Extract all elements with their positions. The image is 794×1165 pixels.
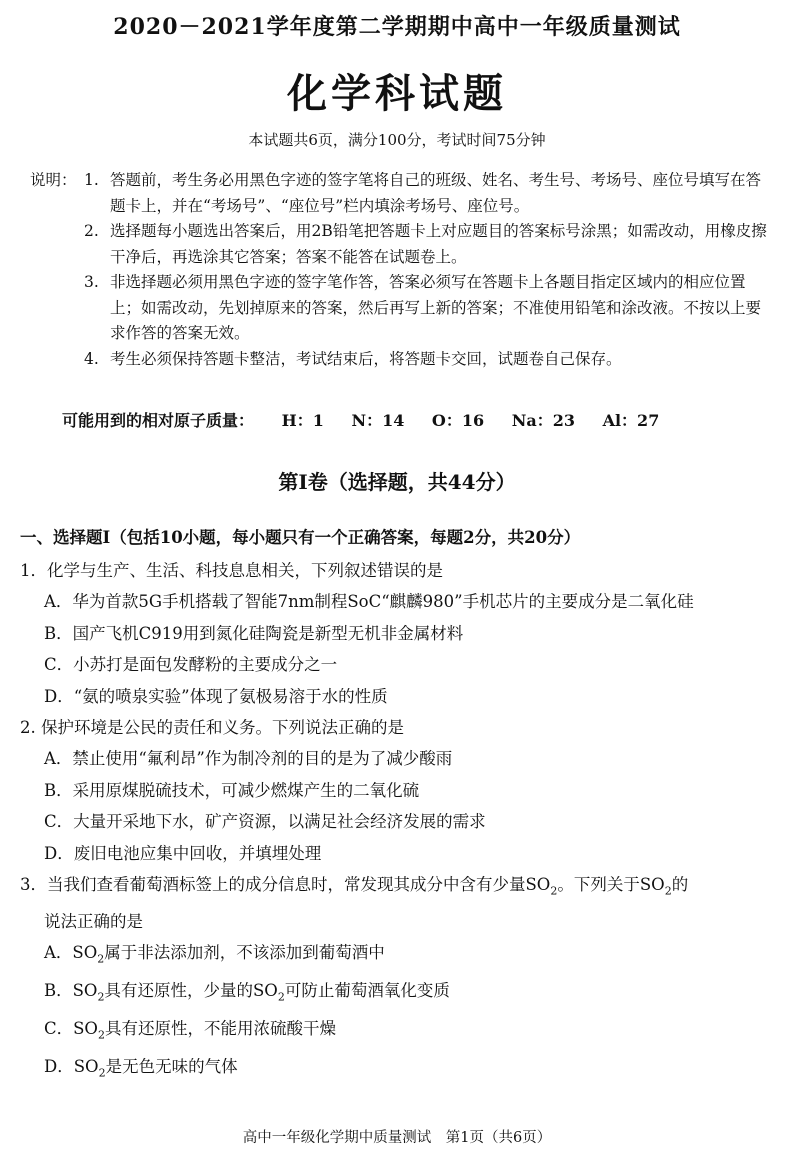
instruction-number: 4. [84, 349, 99, 368]
question-1-option-a: A．华为首款5G手机搭载了智能7nm制程SoC“麒麟980”手机芯片的主要成分是二氧化硅 [44, 592, 694, 611]
question-2-option-d: D．废旧电池应集中回收，并填埋处理 [44, 843, 322, 863]
instruction-number: 3. [84, 273, 99, 291]
page-title: 化学科试题 [287, 70, 507, 117]
part-heading: 一、选择题Ⅰ（包括10小题，每小题只有一个正确答案，每题2分，共20分） [20, 528, 581, 547]
question-3-option-b: B．$SO_2$具有还原性，少量的$SO_2$可防止葡萄酒氧化变质 [44, 981, 450, 1004]
question-1-stem: 1．化学与生产、生活、科技息息相关，下列叙述错误的是 [20, 561, 443, 580]
question-list [20, 555, 765, 1088]
instruction-number: 1. [84, 171, 99, 189]
question-1-option-c: C．小苏打是面包发酵粉的主要成分之一 [44, 655, 338, 674]
question-2-option-a: A．禁止使用“氟利昂”作为制冷剂的目的是为了减少酸雨 [44, 749, 453, 768]
instruction-text: 非选择题必须用黑色字迹的签字笔作答，答案必须写在答题卡上各题目指定区域内的相应位置上；如需改动，先划掉原来的答案，然后再写上新的答案；不准使用铅笔和涂改液。不按以上要求作答的答案无效。 [110, 273, 762, 342]
page-footer: 高中一年级化学期中质量测试 第1页（共6页） [242, 1130, 552, 1146]
question-3-option-d: D．$SO_2$是无色无味的气体 [44, 1056, 238, 1079]
question-3-stem-continued: 说法正确的是 [44, 912, 143, 932]
instruction-text: 选择题每小题选出答案后，用2B铅笔把答题卡上对应题目的答案标号涂黑；如需改动，用橡皮擦干净后，再选涂其它答案；答案不能答在试题卷上。 [110, 222, 767, 266]
question-2-stem: 2. 保护环境是公民的责任和义务。下列说法正确的是 [20, 718, 404, 737]
exam-header: 2020－2021学年度第二学期期中高中一年级质量测试 [113, 14, 681, 40]
atomic-mass-n: N：14 [351, 411, 405, 430]
instruction-item [84, 270, 770, 347]
question-3-option-a: A．$SO_2$属于非法添加剂，不该添加到葡萄酒中 [44, 943, 385, 966]
question-1-option-d: D．“氨的喷泉实验”体现了氨极易溶于水的性质 [44, 686, 388, 706]
instruction-item [84, 168, 770, 219]
question-2-option-b: B．采用原煤脱硫技术，可减少燃煤产生的二氧化硫 [44, 780, 420, 800]
section-title: 第Ⅰ卷（选择题，共44分） [278, 470, 516, 494]
atomic-mass-na: Na：23 [511, 411, 575, 430]
instruction-item [84, 219, 770, 270]
instructions [30, 168, 770, 372]
instruction-number: 2. [84, 222, 99, 240]
instruction-text: 答题前，考生务必用黑色字迹的签字笔将自己的班级、姓名、考生号、考场号、座位号填写在答题卡上，并在“考场号”、“座位号”栏内填涂考场号、座位号。 [110, 171, 762, 215]
atomic-masses [62, 408, 681, 431]
instructions-label: 说明： [30, 171, 77, 189]
atomic-mass-al: Al：27 [602, 411, 660, 430]
exam-info: 本试题共6页，满分100分，考试时间75分钟 [248, 131, 546, 149]
atomic-masses-label: 可能用到的相对原子质量： [62, 411, 255, 430]
instruction-item [84, 347, 770, 373]
question-1-option-b: B．国产飞机C919用到氮化硅陶瓷是新型无机非金属材料 [44, 623, 464, 643]
question-3-option-c: C．$SO_2$具有还原性，不能用浓硫酸干燥 [44, 1018, 336, 1042]
atomic-mass-h: H：1 [281, 411, 324, 430]
question-2-option-c: C．大量开采地下水，矿产资源，以满足社会经济发展的需求 [44, 812, 486, 831]
instruction-text: 考生必须保持答题卡整洁，考试结束后，将答题卡交回，试题卷自己保存。 [110, 349, 622, 368]
question-3-stem: 3．当我们查看葡萄酒标签上的成分信息时，常发现其成分中含有少量$SO_2$。下列关于$SO_2$的 [20, 875, 689, 898]
atomic-mass-o: O：16 [431, 411, 485, 430]
